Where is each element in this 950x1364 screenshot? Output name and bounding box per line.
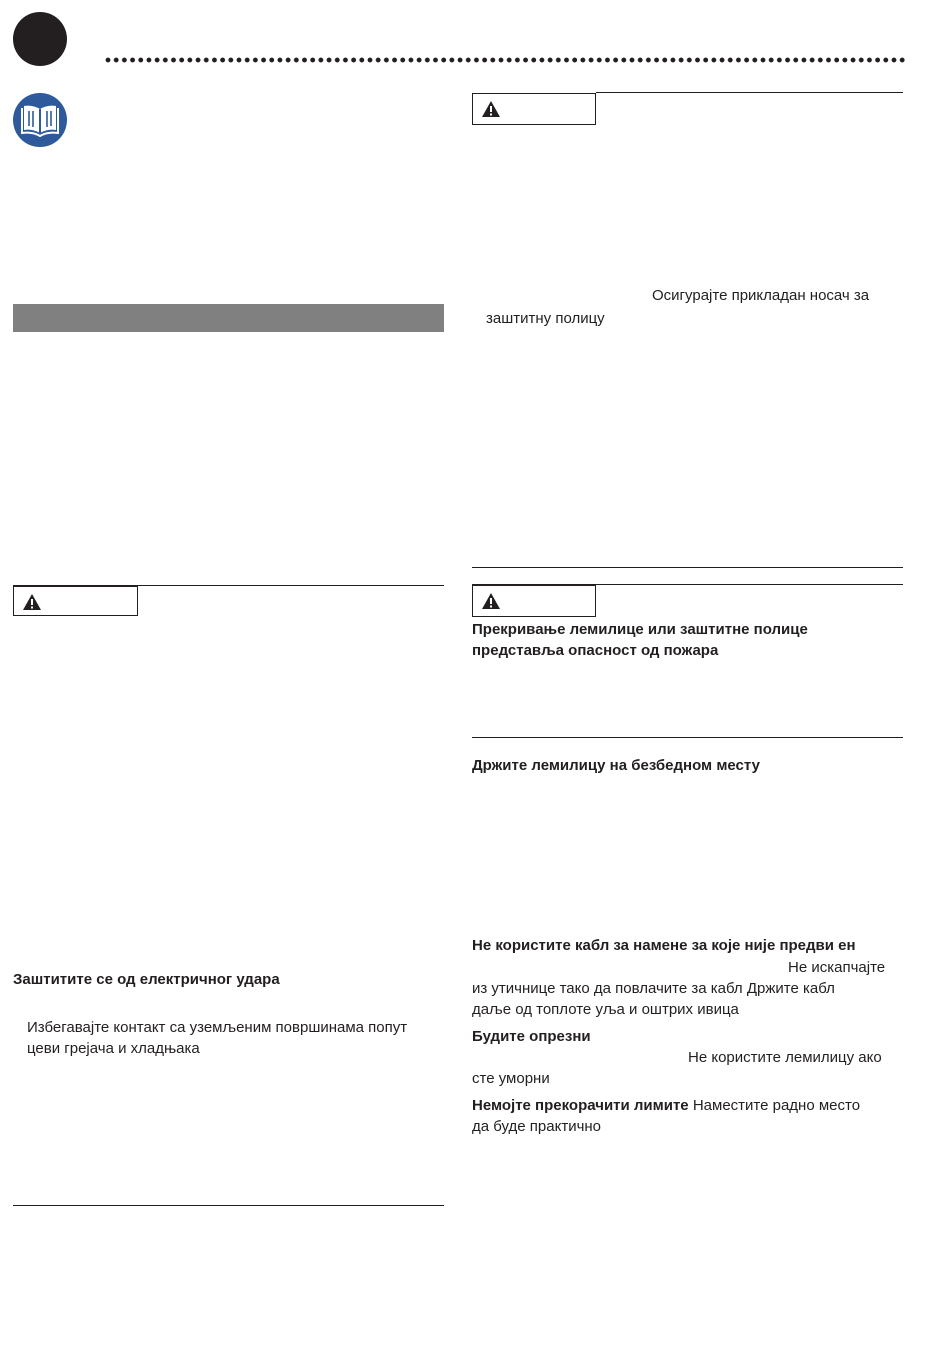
warning-triangle-icon [481, 592, 501, 610]
shelf-text-line-2: заштитну полицу [486, 310, 605, 327]
warning-label [13, 586, 138, 616]
language-badge-icon [13, 12, 67, 66]
protect-text-line-1: Избегавајте контакт са уземљеним површинама попут [27, 1019, 408, 1036]
safe-place-heading: Држите лемилицу на безбедном месту [472, 757, 760, 774]
section-divider [13, 1205, 444, 1206]
limits-text: Наместите радно место [692, 1097, 861, 1114]
warning-triangle-icon [22, 593, 42, 611]
shelf-text-line-1: Осигурајте прикладан носач за [652, 287, 870, 304]
careful-heading: Будите опрезни [472, 1028, 591, 1045]
cable-heading: Не користите кабл за намене за које није предви ен [472, 937, 856, 954]
limits-text-line-2: да буде практично [472, 1118, 602, 1135]
cable-text-line-1: Не искапчајте [788, 959, 886, 976]
cable-text-line-2: из утичнице тако да повлачите за кабл Држите кабл [472, 980, 835, 997]
warning-label [472, 93, 596, 125]
cable-text-line-3: даље од топлоте уља и оштрих ивица [472, 1001, 739, 1018]
fire-heading-line-2: представља опасност од пожара [472, 642, 719, 659]
warning-label [472, 585, 596, 617]
fire-heading-line-1: Прекривање лемилице или заштитне полице [472, 621, 808, 638]
protect-text-line-2: цеви грејача и хладњака [27, 1040, 200, 1057]
read-manual-icon [13, 93, 67, 147]
warning-triangle-icon [481, 100, 501, 118]
section-divider [472, 737, 903, 738]
limits-heading: Немојте прекорачити лимите [472, 1097, 689, 1114]
careful-text-line-1: Не користите лемилицу ако [688, 1049, 882, 1066]
protect-heading: Заштитите се од електричног удара [13, 971, 280, 988]
careful-text-line-2: сте уморни [472, 1070, 550, 1087]
section-divider [472, 567, 903, 568]
section-header-bar [13, 304, 444, 332]
limits-line-1 [472, 1095, 860, 1116]
header-line [596, 92, 903, 93]
dotted-header-rule [105, 57, 905, 65]
